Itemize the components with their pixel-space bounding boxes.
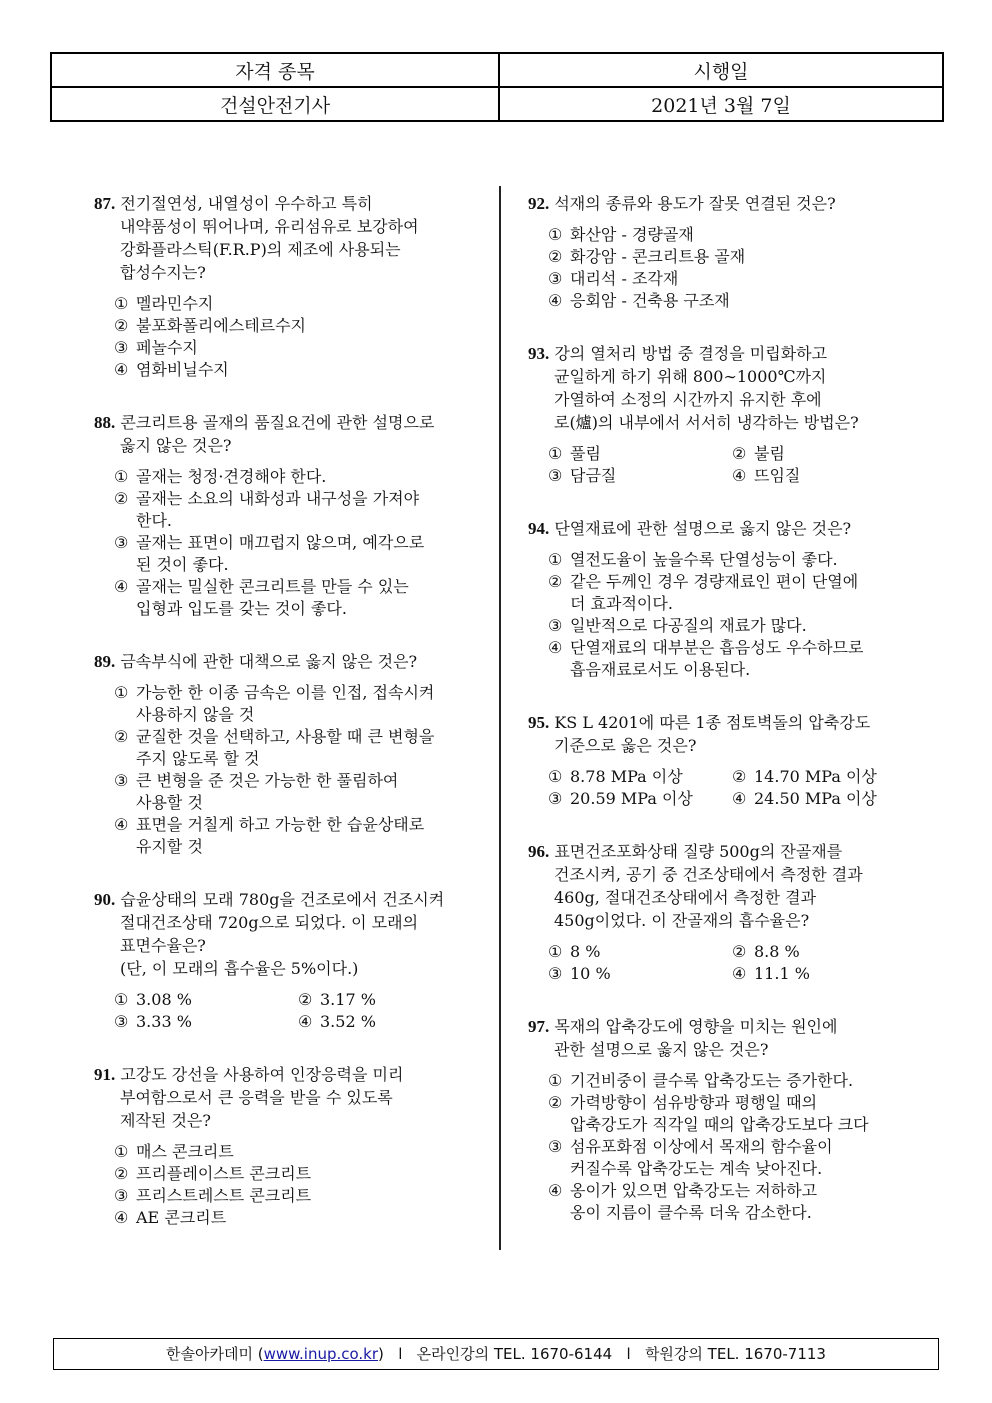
option-list — [94, 293, 489, 381]
header-subject-value: 건설안전기사 — [51, 87, 499, 121]
option-text: 골재는 표면이 매끄럽지 않으며, 예각으로 된 것이 좋다. — [136, 533, 425, 574]
option-text: 14.70 MPa 이상 — [754, 767, 877, 786]
option-text: 가력방향이 섬유방향과 평행일 때의 압축강도가 직각일 때의 압축강도보다 크다 — [570, 1093, 869, 1134]
option-text: 8.8 % — [754, 942, 800, 961]
answer-option[interactable] — [114, 1011, 298, 1033]
option-marker: ③ — [114, 338, 129, 357]
answer-option[interactable] — [732, 963, 912, 985]
question-stem: 전기절연성, 내열성이 우수하고 특히 내약품성이 뛰어나며, 유리섬유로 보강하여 강화플라스틱(F.R.P)의 제조에 사용되는 합성수지는? — [120, 194, 419, 282]
option-text: 풀림 — [570, 444, 601, 463]
answer-option[interactable] — [114, 293, 489, 315]
answer-option[interactable] — [114, 989, 298, 1011]
option-text: 큰 변형을 준 것은 가능한 한 풀림하여 사용할 것 — [136, 771, 399, 812]
option-marker: ① — [548, 942, 563, 961]
question-text — [528, 1015, 918, 1061]
answer-option[interactable] — [548, 268, 918, 290]
option-marker: ② — [548, 572, 563, 591]
question-text — [528, 840, 918, 932]
answer-option[interactable] — [114, 726, 489, 770]
right-question-column — [528, 192, 918, 1224]
answer-option[interactable] — [114, 770, 489, 814]
option-text: 옹이가 있으면 압축강도는 저하하고 옹이 지름이 클수록 더욱 감소한다. — [570, 1181, 818, 1222]
question-number: 95. — [528, 713, 550, 732]
question-number: 87. — [94, 194, 116, 213]
answer-option[interactable] — [114, 337, 489, 359]
option-marker: ③ — [548, 964, 563, 983]
option-text: 불포화폴리에스테르수지 — [136, 316, 307, 335]
question-item — [528, 192, 918, 312]
question-number: 92. — [528, 194, 550, 213]
answer-option[interactable] — [548, 788, 732, 810]
option-list — [528, 549, 918, 681]
option-marker: ② — [114, 1164, 129, 1183]
option-text: 프리스트레스트 콘크리트 — [136, 1186, 312, 1205]
answer-option[interactable] — [114, 532, 489, 576]
option-list — [94, 989, 489, 1033]
option-marker: ② — [114, 489, 129, 508]
option-text: 프리플레이스트 콘크리트 — [136, 1164, 312, 1183]
answer-option[interactable] — [548, 465, 732, 487]
option-marker: ② — [114, 316, 129, 335]
question-item — [94, 192, 489, 381]
answer-option[interactable] — [548, 963, 732, 985]
answer-option[interactable] — [114, 315, 489, 337]
option-text: 기건비중이 클수록 압축강도는 증가한다. — [570, 1071, 854, 1090]
option-text: 24.50 MPa 이상 — [754, 789, 877, 808]
option-marker: ④ — [548, 1181, 563, 1200]
question-number: 89. — [94, 652, 116, 671]
option-text: 8 % — [570, 942, 601, 961]
answer-option[interactable] — [298, 989, 478, 1011]
question-stem: 표면건조포화상태 질량 500g의 잔골재를 건조시켜, 공기 중 건조상태에서 측정한 결과 460g, 절대건조상태에서 측정한 결과 450g이었다. 이 잔골재의 흡수율은? — [554, 842, 863, 930]
option-marker: ① — [548, 767, 563, 786]
answer-option[interactable] — [732, 941, 912, 963]
option-marker: ① — [548, 444, 563, 463]
question-text — [528, 192, 918, 215]
question-text — [528, 517, 918, 540]
answer-option[interactable] — [114, 1141, 489, 1163]
header-subject-label: 자격 종목 — [51, 53, 499, 87]
option-marker: ② — [298, 990, 313, 1009]
option-text: 20.59 MPa 이상 — [570, 789, 693, 808]
question-item — [94, 650, 489, 858]
option-list — [528, 1070, 918, 1224]
question-stem: 목재의 압축강도에 영향을 미치는 원인에 관한 설명으로 옳지 않은 것은? — [554, 1017, 838, 1059]
option-marker: ③ — [548, 269, 563, 288]
header-date-value: 2021년 3월 7일 — [499, 87, 943, 121]
answer-option[interactable] — [114, 1207, 489, 1229]
option-marker: ③ — [114, 1186, 129, 1205]
footer-website-link[interactable]: www.inup.co.kr — [263, 1345, 379, 1363]
question-number: 94. — [528, 519, 550, 538]
option-text: 균질한 것을 선택하고, 사용할 때 큰 변형을 주지 않도록 할 것 — [136, 727, 435, 768]
option-text: 골재는 소요의 내화성과 내구성을 가져야 한다. — [136, 489, 420, 530]
question-item — [528, 1015, 918, 1224]
option-marker: ① — [114, 683, 129, 702]
option-text: 가능한 한 이종 금속은 이를 인접, 접속시켜 사용하지 않을 것 — [136, 683, 435, 724]
question-number: 90. — [94, 890, 116, 909]
option-list — [528, 443, 918, 487]
question-item — [528, 711, 918, 810]
option-marker: ① — [548, 550, 563, 569]
option-marker: ③ — [548, 789, 563, 808]
option-text: 10 % — [570, 964, 611, 983]
option-text: 매스 콘크리트 — [136, 1142, 234, 1161]
option-text: 골재는 청정·견경해야 한다. — [136, 467, 327, 486]
option-list — [528, 766, 918, 810]
question-item — [94, 1063, 489, 1229]
question-stem: 콘크리트용 골재의 품질요건에 관한 설명으로 옳지 않은 것은? — [120, 413, 435, 455]
option-marker: ① — [114, 1142, 129, 1161]
option-marker: ④ — [114, 1208, 129, 1227]
question-stem: 단열재료에 관한 설명으로 옳지 않은 것은? — [554, 519, 852, 538]
option-text: 응회암 - 건축용 구조재 — [570, 291, 730, 310]
option-marker: ① — [548, 1071, 563, 1090]
option-text: 멜라민수지 — [136, 294, 214, 313]
option-marker: ③ — [548, 616, 563, 635]
answer-option[interactable] — [548, 637, 918, 681]
answer-option[interactable] — [114, 359, 489, 381]
question-stem: 강의 열처리 방법 중 결정을 미립화하고 균일하게 하기 위해 800∼1000℃까지 가열하여 소정의 시간까지 유지한 후에 로(爐)의 내부에서 서서히 냉각하는 방법은? — [554, 344, 859, 432]
option-list — [94, 1141, 489, 1229]
question-number: 91. — [94, 1065, 116, 1084]
option-marker: ① — [114, 467, 129, 486]
question-number: 88. — [94, 413, 116, 432]
answer-option[interactable] — [298, 1011, 478, 1033]
answer-option[interactable] — [114, 488, 489, 532]
question-item — [94, 411, 489, 620]
answer-option[interactable] — [548, 766, 732, 788]
answer-option[interactable] — [548, 549, 918, 571]
column-divider — [499, 186, 501, 1250]
option-marker: ③ — [114, 533, 129, 552]
option-text: 3.33 % — [136, 1012, 192, 1031]
question-stem: 금속부식에 관한 대책으로 옳지 않은 것은? — [120, 652, 418, 671]
option-text: 3.17 % — [320, 990, 376, 1009]
option-marker: ④ — [732, 789, 747, 808]
option-marker: ④ — [732, 466, 747, 485]
question-number: 93. — [528, 344, 550, 363]
answer-option[interactable] — [548, 1180, 918, 1224]
question-stem: 석재의 종류와 용도가 잘못 연결된 것은? — [554, 194, 836, 213]
option-text: 골재는 밀실한 콘크리트를 만들 수 있는 입형과 입도를 갖는 것이 좋다. — [136, 577, 409, 618]
option-marker: ③ — [548, 1137, 563, 1156]
answer-option[interactable] — [114, 682, 489, 726]
option-text: 화산암 - 경량골재 — [570, 225, 694, 244]
question-text — [94, 888, 489, 980]
option-text: 3.52 % — [320, 1012, 376, 1031]
option-text: 3.08 % — [136, 990, 192, 1009]
option-marker: ① — [114, 990, 129, 1009]
exam-header-table — [50, 52, 944, 122]
option-text: 페놀수지 — [136, 338, 198, 357]
option-text: 염화비닐수지 — [136, 360, 229, 379]
option-text: 단열재료의 대부분은 흡음성도 우수하므로 흡음재료로서도 이용된다. — [570, 638, 864, 679]
answer-option[interactable] — [548, 290, 918, 312]
question-stem: 습윤상태의 모래 780g을 건조로에서 건조시켜 절대건조상태 720g으로 되었다. 이 모래의 표면수율은? (단, 이 모래의 흡수율은 5%이다.) — [120, 890, 445, 978]
footer-brand: 한솔아카데미 ( — [166, 1345, 264, 1363]
answer-option[interactable] — [114, 576, 489, 620]
answer-option[interactable] — [732, 443, 912, 465]
question-text — [528, 711, 918, 757]
option-text: 담금질 — [570, 466, 617, 485]
option-text: 뜨임질 — [754, 466, 801, 485]
option-marker: ① — [548, 225, 563, 244]
option-text: 같은 두께인 경우 경량재료인 편이 단열에 더 효과적이다. — [570, 572, 859, 613]
answer-option[interactable] — [114, 1163, 489, 1185]
option-text: 불림 — [754, 444, 785, 463]
answer-option[interactable] — [548, 1070, 918, 1092]
answer-option[interactable] — [548, 246, 918, 268]
option-marker: ③ — [548, 466, 563, 485]
question-item — [528, 342, 918, 487]
option-list — [94, 466, 489, 620]
answer-option[interactable] — [548, 941, 732, 963]
answer-option[interactable] — [548, 1136, 918, 1180]
question-text — [94, 192, 489, 284]
answer-option[interactable] — [732, 788, 912, 810]
footer-contact: ) l 온라인강의 TEL. 1670-6144 l 학원강의 TEL. 1670-7113 — [378, 1345, 826, 1363]
option-marker: ③ — [114, 771, 129, 790]
question-text — [94, 650, 489, 673]
option-marker: ④ — [114, 360, 129, 379]
option-text: 대리석 - 조각재 — [570, 269, 679, 288]
option-marker: ② — [732, 767, 747, 786]
answer-option[interactable] — [548, 571, 918, 615]
option-marker: ④ — [548, 291, 563, 310]
answer-option[interactable] — [114, 814, 489, 858]
question-text — [528, 342, 918, 434]
header-date-label: 시행일 — [499, 53, 943, 87]
question-stem: KS L 4201에 따른 1종 점토벽돌의 압축강도 기준으로 옳은 것은? — [554, 713, 871, 755]
option-list — [528, 941, 918, 985]
option-marker: ② — [548, 247, 563, 266]
option-marker: ④ — [732, 964, 747, 983]
answer-option[interactable] — [732, 465, 912, 487]
answer-option[interactable] — [548, 224, 918, 246]
option-marker: ② — [732, 444, 747, 463]
question-text — [94, 411, 489, 457]
question-item — [528, 840, 918, 985]
option-marker: ② — [732, 942, 747, 961]
option-text: 일반적으로 다공질의 재료가 많다. — [570, 616, 807, 635]
question-item — [94, 888, 489, 1033]
answer-option[interactable] — [548, 443, 732, 465]
left-question-column — [94, 192, 489, 1229]
answer-option[interactable] — [548, 615, 918, 637]
option-text: 섬유포화점 이상에서 목재의 함수율이 커질수록 압축강도는 계속 낮아진다. — [570, 1137, 833, 1178]
option-marker: ④ — [114, 815, 129, 834]
answer-option[interactable] — [114, 466, 489, 488]
answer-option[interactable] — [114, 1185, 489, 1207]
question-item — [528, 517, 918, 681]
option-marker: ② — [114, 727, 129, 746]
option-marker: ④ — [114, 577, 129, 596]
question-text — [94, 1063, 489, 1132]
footer-bar — [53, 1338, 939, 1370]
option-text: 열전도율이 높을수록 단열성능이 좋다. — [570, 550, 838, 569]
option-list — [94, 682, 489, 858]
option-text: AE 콘크리트 — [136, 1208, 227, 1227]
question-number: 96. — [528, 842, 550, 861]
option-marker: ④ — [548, 638, 563, 657]
option-marker: ② — [548, 1093, 563, 1112]
option-text: 11.1 % — [754, 964, 810, 983]
option-marker: ① — [114, 294, 129, 313]
option-text: 화강암 - 콘크리트용 골재 — [570, 247, 746, 266]
question-number: 97. — [528, 1017, 550, 1036]
option-text: 표면을 거칠게 하고 가능한 한 습윤상태로 유지할 것 — [136, 815, 425, 856]
answer-option[interactable] — [732, 766, 912, 788]
option-marker: ④ — [298, 1012, 313, 1031]
answer-option[interactable] — [548, 1092, 918, 1136]
question-stem: 고강도 강선을 사용하여 인장응력을 미리 부여함으로서 큰 응력을 받을 수 있도록 제작된 것은? — [120, 1065, 404, 1130]
option-list — [528, 224, 918, 312]
option-marker: ③ — [114, 1012, 129, 1031]
option-text: 8.78 MPa 이상 — [570, 767, 683, 786]
